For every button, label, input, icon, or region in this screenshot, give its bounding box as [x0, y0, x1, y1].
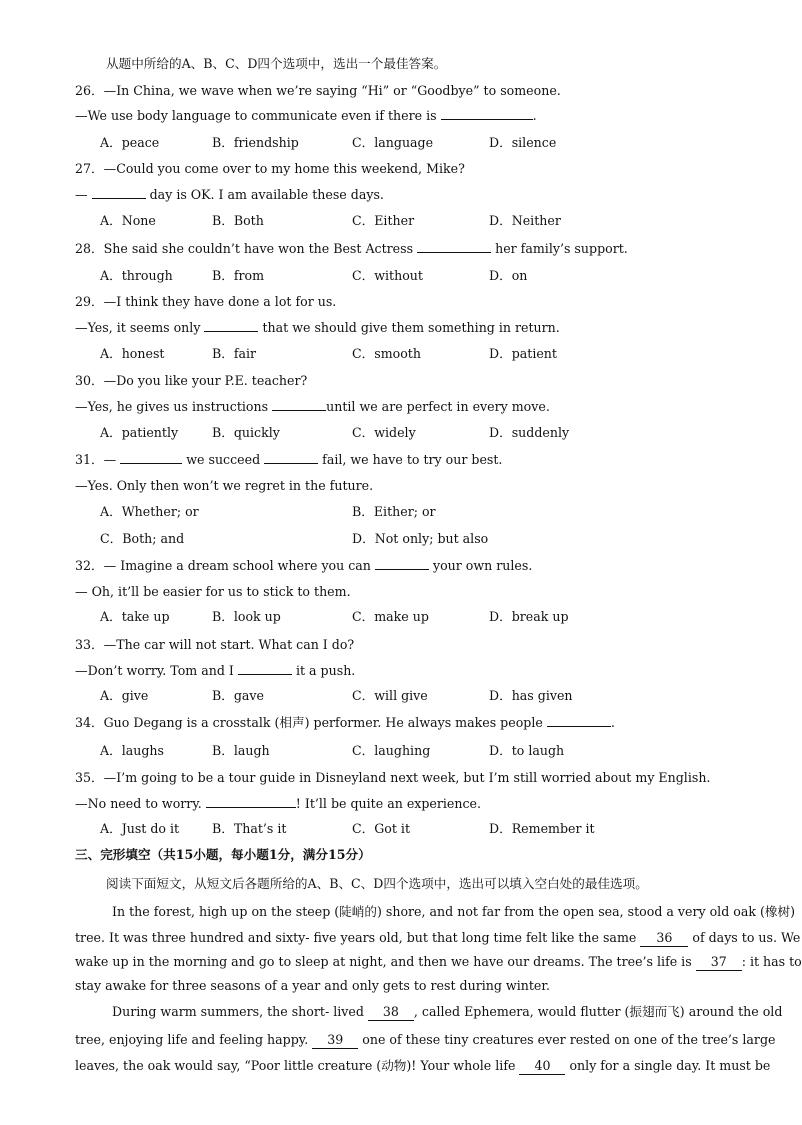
question-30-response: —Yes, he gives us instructions until we are perfect in every move.: [75, 399, 550, 414]
option-b: B．fair: [212, 346, 257, 361]
section-instruction: 从题中所给的A、B、C、D四个选项中，选出一个最佳答案。: [106, 56, 447, 71]
question-27-stem: 27．—Could you come over to my home this weekend, Mike?: [75, 161, 465, 176]
cloze-blank-39: 39: [312, 1032, 358, 1049]
option-b: B．from: [212, 268, 265, 283]
passage-p1-line1: In the forest, high up on the steep (陡峭的) shore, and not far from the open sea, stood a very old oak (橡树): [112, 904, 796, 919]
option-d: D．Neither: [489, 213, 561, 228]
option-c: C．widely: [352, 425, 416, 440]
option-a: A．Whether; or: [100, 504, 199, 519]
option-b: B．friendship: [212, 135, 299, 150]
option-c: C．laughing: [352, 743, 431, 758]
option-d: D．silence: [489, 135, 557, 150]
option-a: A．give: [100, 688, 149, 703]
answer-blank: [204, 320, 258, 332]
question-33-stem: 33．—The car will not start. What can I do?: [75, 637, 355, 652]
option-b: B．Either; or: [352, 504, 436, 519]
option-a: A．peace: [100, 135, 160, 150]
option-d: D．to laugh: [489, 743, 565, 758]
answer-blank: [92, 187, 146, 199]
passage-p2-line1: During warm summers, the short- lived 38 , called Ephemera, would flutter (振翅而飞) around the old: [112, 1004, 783, 1019]
option-a: A．Just do it: [100, 821, 180, 836]
option-a: A．through: [100, 268, 173, 283]
question-30-stem: 30．—Do you like your P.E. teacher?: [75, 373, 308, 388]
option-a: A．patiently: [100, 425, 179, 440]
passage-p1-line2: tree. It was three hundred and sixty- five years old, but that long time felt like the same 36 of days to us. We: [75, 930, 801, 945]
option-b: B．quickly: [212, 425, 280, 440]
option-a: A．laughs: [100, 743, 164, 758]
cloze-blank-36: 36: [640, 930, 688, 947]
question-35-stem: 35．—I’m going to be a tour guide in Disneyland next week, but I’m still worried about my English.: [75, 770, 711, 785]
passage-p1-line4: stay awake for three seasons of a year and only gets to rest during winter.: [75, 978, 550, 993]
answer-blank: [120, 452, 182, 464]
option-d: D．on: [489, 268, 528, 283]
option-c: C．Got it: [352, 821, 411, 836]
question-26-response: —We use body language to communicate even if there is .: [75, 108, 537, 123]
option-d: D．Not only; but also: [352, 531, 489, 546]
option-b: B．Both: [212, 213, 264, 228]
passage-p1-line3: wake up in the morning and go to sleep at night, and then we have our dreams. The tree’s life is 37 : it has to: [75, 954, 802, 969]
question-28-stem: 28．She said she couldn’t have won the Best Actress her family’s support.: [75, 241, 628, 256]
option-b: B．laugh: [212, 743, 270, 758]
option-c: C．smooth: [352, 346, 421, 361]
cloze-blank-40: 40: [519, 1058, 565, 1075]
question-29-response: —Yes, it seems only that we should give them something in return.: [75, 320, 560, 335]
option-a: A．take up: [100, 609, 170, 624]
answer-blank: [272, 399, 326, 411]
answer-blank: [441, 108, 533, 120]
option-b: B．That’s it: [212, 821, 287, 836]
option-c: C．Either: [352, 213, 415, 228]
passage-p2-line2: tree, enjoying life and feeling happy. 39 one of these tiny creatures ever rested on one of the tree’s large: [75, 1032, 776, 1047]
option-b: B．look up: [212, 609, 281, 624]
option-d: D．Remember it: [489, 821, 595, 836]
answer-blank: [238, 663, 292, 675]
option-a: A．None: [100, 213, 156, 228]
answer-blank: [206, 796, 296, 808]
answer-blank: [375, 558, 429, 570]
cloze-blank-38: 38: [368, 1004, 414, 1021]
option-b: B．gave: [212, 688, 264, 703]
option-d: D．break up: [489, 609, 569, 624]
passage-p2-line3: leaves, the oak would say, “Poor little creature (动物)! Your whole life 40 only for a single day. It must be: [75, 1058, 771, 1073]
option-c: C．without: [352, 268, 423, 283]
answer-blank: [417, 241, 491, 253]
question-26-stem: 26．—In China, we wave when we’re saying “Hi” or “Goodbye” to someone.: [75, 83, 561, 98]
answer-blank: [547, 715, 611, 727]
question-32-stem: 32．— Imagine a dream school where you can your own rules.: [75, 558, 533, 573]
option-a: A．honest: [100, 346, 165, 361]
option-c: C．will give: [352, 688, 428, 703]
option-c: C．Both; and: [100, 531, 185, 546]
question-29-stem: 29．—I think they have done a lot for us.: [75, 294, 337, 309]
section-heading: 三、完形填空（共15小题，每小题1分，满分15分）: [75, 847, 371, 862]
section-instruction: 阅读下面短文，从短文后各题所给的A、B、C、D四个选项中，选出可以填入空白处的最佳选项。: [106, 876, 648, 891]
option-d: D．patient: [489, 346, 557, 361]
question-35-response: —No need to worry. ! It’ll be quite an experience.: [75, 796, 482, 811]
question-34-stem: 34．Guo Degang is a crosstalk (相声) performer. He always makes people .: [75, 715, 615, 730]
option-c: C．language: [352, 135, 434, 150]
question-31-stem: 31．— we succeed fail, we have to try our best.: [75, 452, 503, 467]
cloze-blank-37: 37: [696, 954, 742, 971]
question-32-response: — Oh, it’ll be easier for us to stick to them.: [75, 584, 351, 599]
option-d: D．suddenly: [489, 425, 570, 440]
answer-blank: [264, 452, 318, 464]
question-27-response: — day is OK. I am available these days.: [75, 187, 384, 202]
option-d: D．has given: [489, 688, 573, 703]
question-33-response: —Don’t worry. Tom and I it a push.: [75, 663, 356, 678]
question-31-response: —Yes. Only then won’t we regret in the future.: [75, 478, 374, 493]
option-c: C．make up: [352, 609, 429, 624]
